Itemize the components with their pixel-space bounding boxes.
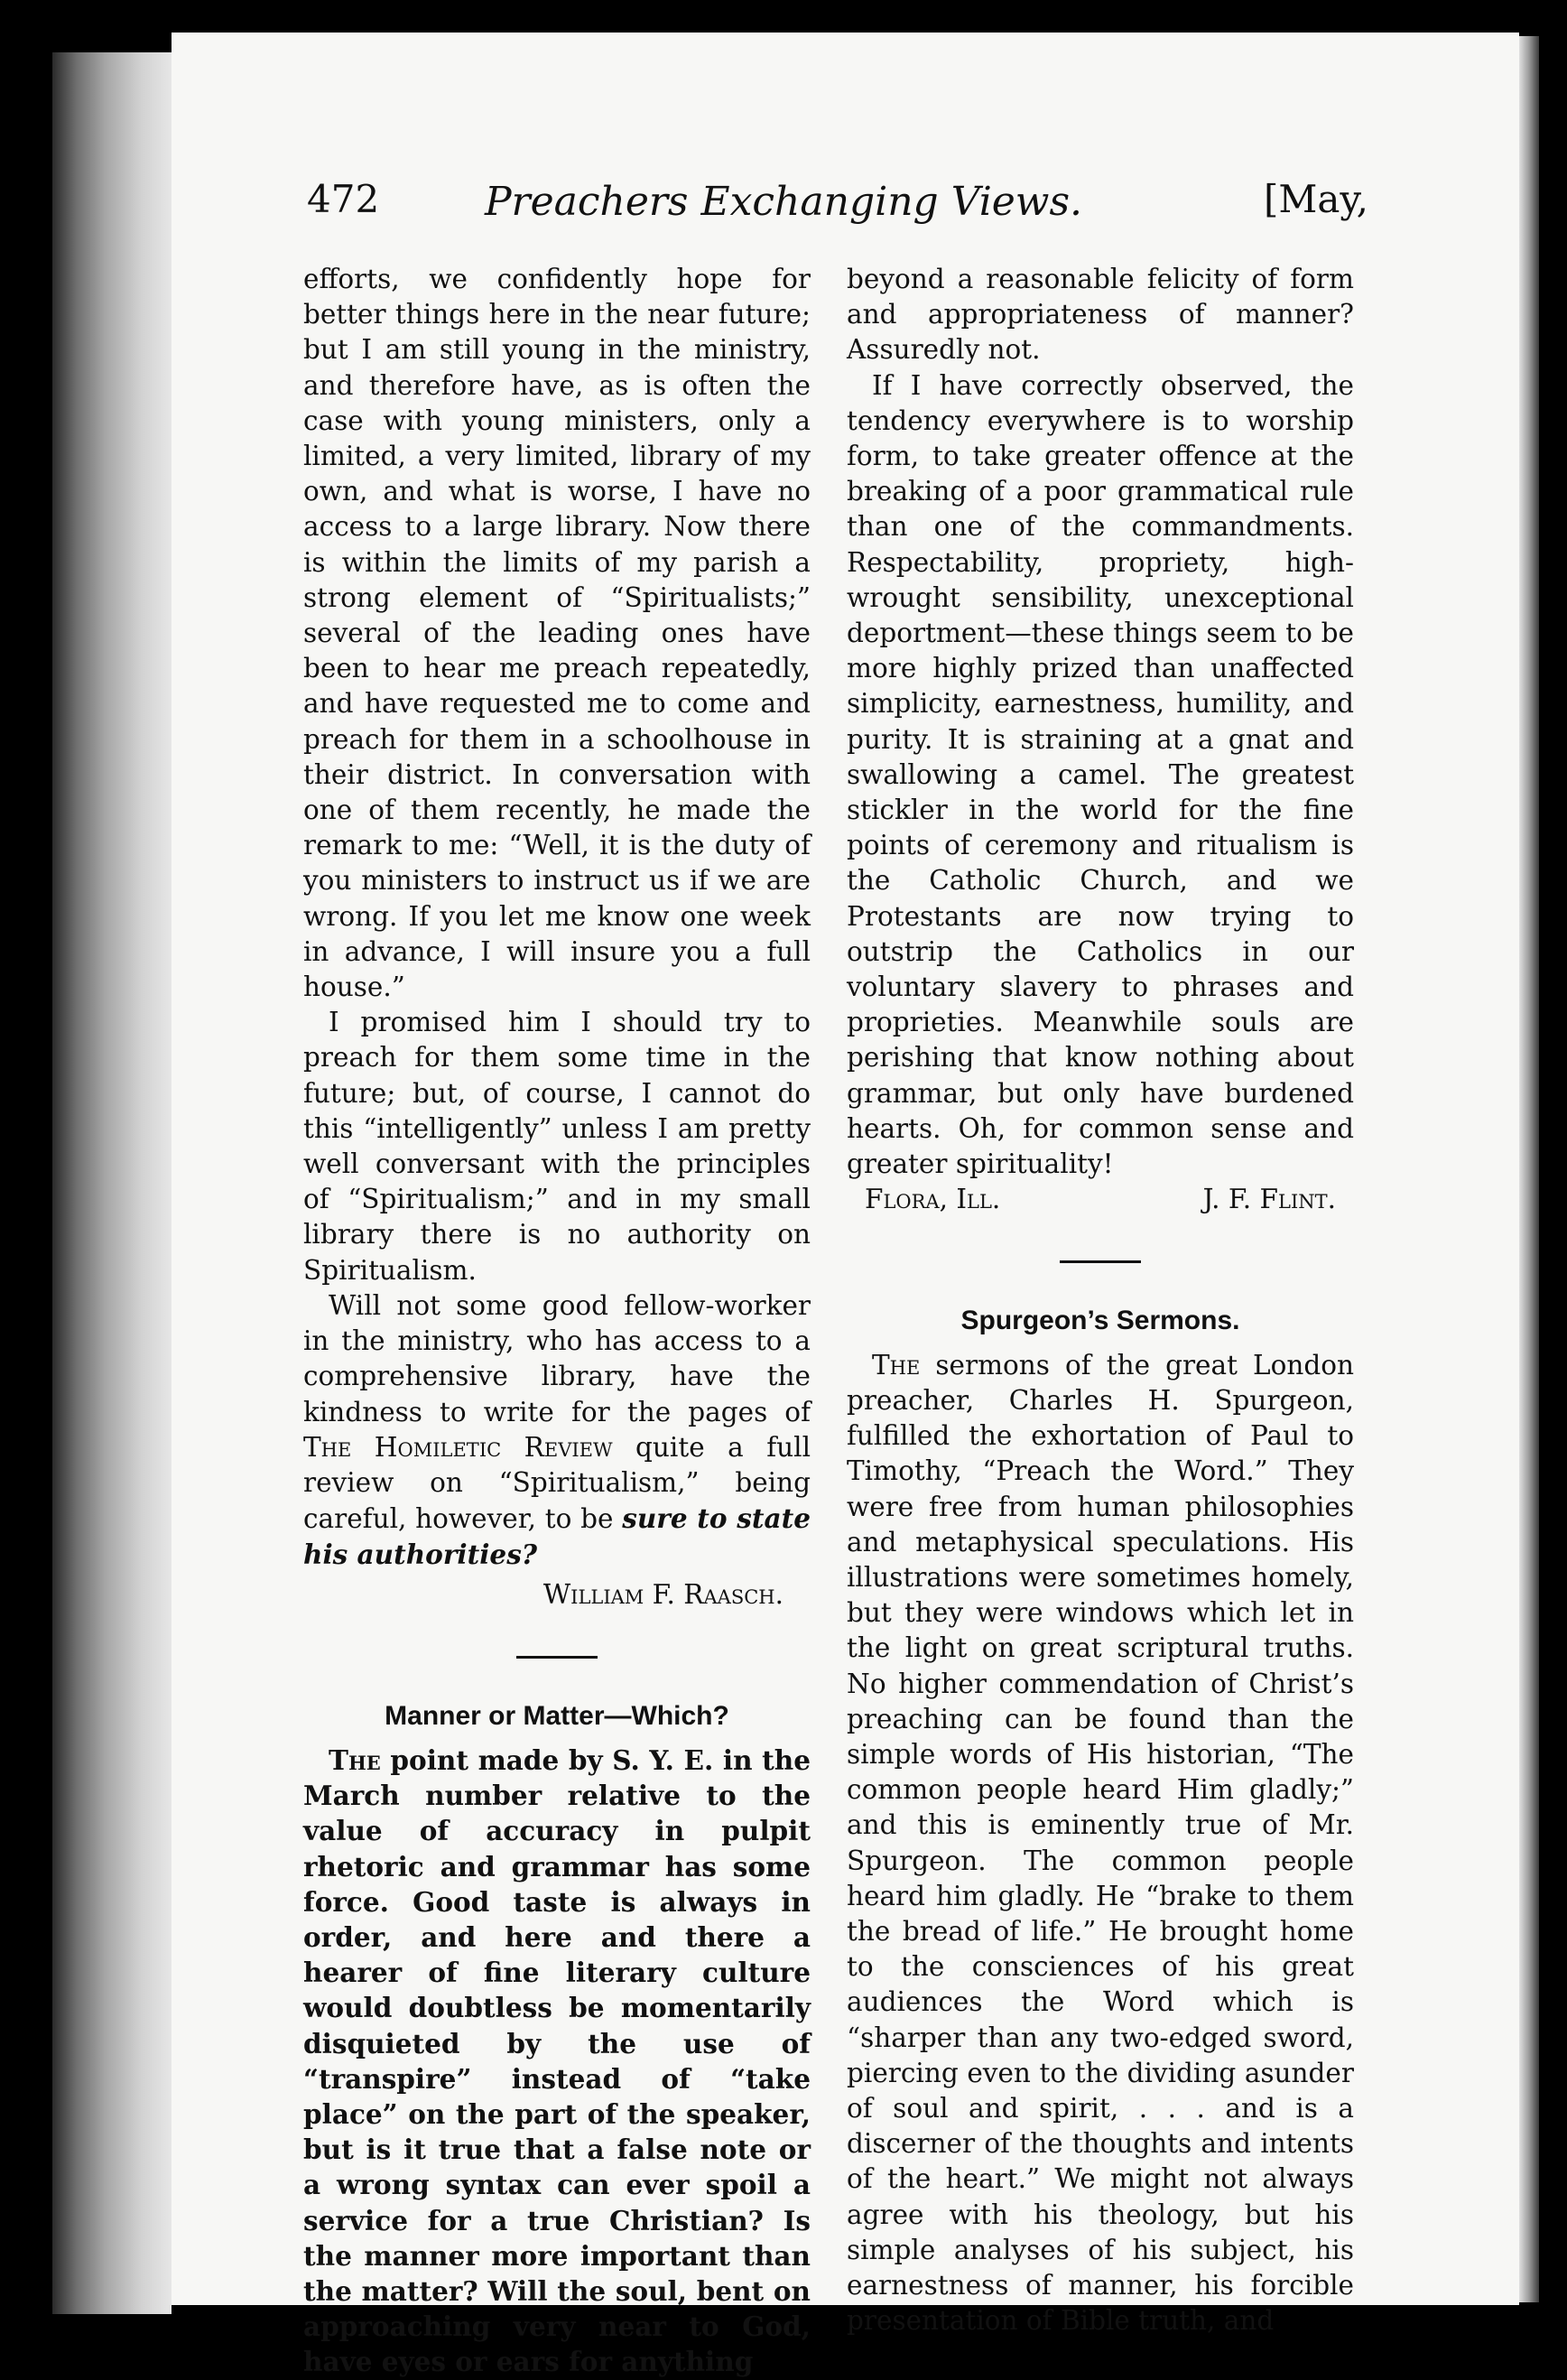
- paragraph: [847, 1348, 1354, 2339]
- book-page-edge: [52, 52, 172, 2314]
- author: J. F. Flint.: [1202, 1184, 1336, 1215]
- text-run: quite a full review on “Spiritualism,” being careful, however, to be: [303, 1431, 811, 1535]
- journal-title: The Homiletic Review: [303, 1431, 613, 1463]
- paragraph: [303, 1288, 811, 1574]
- facing-page-edge: [1519, 36, 1539, 2302]
- paragraph: I promised him I should try to preach for them some time in the future; but, of course, I cannot do this “intelligently” unless I am pretty well conversant with the principles of “Spiritualism;” and in my small library there is no authority on Spiritualism.: [303, 1007, 811, 1286]
- paragraph: efforts, we confidently hope for better things here in the near future; but I am still young in the ministry, and therefore have, as is often the case with young ministers, only a limited, a very limited, library of my own, and what is worse, I have no access to a large library. Now there is within the limits of my parish a strong element of “Spiritualists;” several of the leading ones have been to hear me preach repeatedly, and have requested me to come and preach for them in a schoolhouse in their district. In conversation with one of them recently, he made the remark to me: “Well, it is the duty of you ministers to instruct us if we are wrong. If you let me know one week in advance, I will insure you a full house.”: [303, 264, 811, 1003]
- section-rule: [1060, 1260, 1141, 1263]
- right-column: [847, 262, 1354, 2338]
- text-run: sermons of the great London preacher, Charles H. Spurgeon, fulfilled the exhortation of Paul to Timothy, “Preach the Word.” They were free from human philosophies and metaphysical speculations. His illustrations were sometimes homely, but they were windows which let in the light on great scriptural truths. No higher commendation of Christ’s preaching can be found than the simple words of His historian, “The common people heard Him gladly;” and this is eminently true of Mr. Spurgeon. The common people heard him gladly. He “brake to them the bread of life.” He brought home to the consciences of his great audiences the Word which is “sharper than any two-edged sword, piercing even to the dividing asunder of soul and spirit, . . . and is a discerner of the thoughts and intents of the heart.” We might not always agree with his theology, but his simple analyses of his subject, his earnestness of manner, his forcible presentation of Bible truth, and: [847, 1349, 1354, 2337]
- section-rule: [516, 1656, 598, 1659]
- paragraph: [303, 1743, 811, 2380]
- paragraph: If I have correctly observed, the tendency everywhere is to worship form, to take greater offence at the breaking of a poor grammatical rule than one of the commandments. Respectability, propriety, high-wrought sensibility, unexceptional deportment—these things seem to be more highly prized than unaffected simplicity, earnestness, humility, and purity. It is straining at a gnat and swallowing a camel. The greatest stickler in the world for the fine points of ceremony and ritualism is the Catholic Church, and we Protestants are now trying to outstrip the Catholics in our voluntary slavery to phrases and proprieties. Meanwhile souls are perishing that know nothing about grammar, but only have burdened hearts. Oh, for common sense and greater spirituality!: [847, 369, 1354, 1180]
- running-month: [May,: [1264, 177, 1368, 221]
- place: Flora, Ill.: [865, 1184, 1001, 1215]
- section-heading: Spurgeon’s Sermons.: [960, 1306, 1240, 1336]
- text-run: Will not some good fellow-worker in the ministry, who has access to a comprehensive library, have the kindness to write for the pages of: [303, 1289, 811, 1427]
- lead-word: The: [872, 1349, 921, 1381]
- running-title: Preachers Exchanging Views.: [484, 179, 1083, 225]
- lead-word: The: [329, 1743, 381, 1776]
- left-column: [303, 262, 811, 2380]
- section-heading: Manner or Matter—Which?: [385, 1700, 729, 1731]
- emphasis: sure to state his authorities?: [303, 1502, 811, 1571]
- signature: William F. Raasch.: [542, 1578, 784, 1610]
- text-run: point made by S. Y. E. in the March number relative to the value of accuracy in pulpit rhetoric and grammar has some force. Good taste is always in order, and here and there a hearer of fine literary culture would doubtless be momentarily disquieted by the use of “transpire” instead of “take place” on the part of the speaker, but is it true that a false note or a wrong syntax can ever spoil a service for a true Christian? Is the manner more important than the matter? Will the soul, bent on approaching very near to God, have eyes or ears for anything: [303, 1743, 811, 2378]
- page-number: 472: [307, 177, 380, 221]
- byline: [847, 1182, 1354, 1217]
- paragraph: beyond a reasonable felicity of form and appropriateness of manner? Assuredly not.: [847, 264, 1354, 366]
